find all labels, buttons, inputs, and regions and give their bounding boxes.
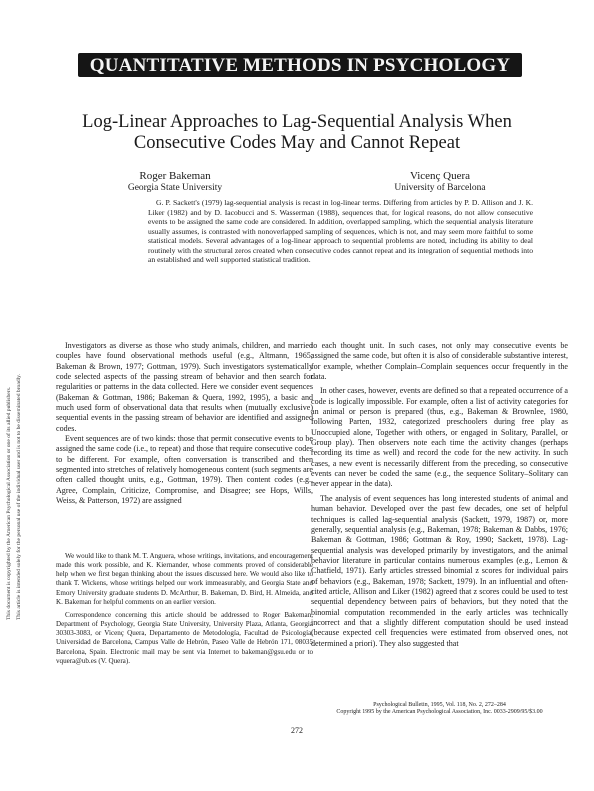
author-affiliation: University of Barcelona [394, 183, 486, 193]
body-column-left [56, 341, 313, 507]
author-name: Vicenç Quera [409, 170, 471, 182]
usage-side-notice [16, 290, 38, 620]
author-name: Roger Bakeman [139, 170, 211, 182]
author-block-1 [120, 170, 230, 194]
masthead-text: QUANTITATIVE METHODS IN PSYCHOLOGY [89, 55, 511, 76]
journal-citation [311, 702, 568, 716]
body-column-right [311, 341, 568, 649]
page-number: 272 [291, 726, 303, 735]
body-paragraph: to each thought unit. In such cases, not only may consecutive events be assigned the same code, but often it is also of considerable substantive interest, for example, whether Complain–Complain sequences occur frequently in the data. [311, 341, 568, 382]
body-paragraph: The analysis of event sequences has long interested students of animal and human behavior. Developed over the past few decades, one set of helpful techniques is called lag-sequential analysis (Sackett, 1979, 1987) or, more generally, sequential analysis (e.g., Bakeman, 1978; Bakeman & Dabbs, 1976; Bakeman & Gottman, 1986; Gottman & Roy, 1990; Sackett, 1978). Lag-sequential analysis was developed primarily by investigators, and the animal behavior literature in particular contains numerous examples (e.g., Lemon & Chatfield, 1971). Early articles stressed binomial z scores for individual pairs of behaviors (e.g., Bakeman, 1978; Sackett, 1979). In an influential and often-cited article, Allison and Liker (1982) agreed that z scores could be used to test sequential dependency between pairs of behaviors, but they noted that the binomial computation recommended in the early articles was technically incorrect and that a slightly different computation should be used instead (because expected cell frequencies were estimated from observed ones, not determined a priori). They also suggested that [311, 493, 568, 648]
footnotes [56, 552, 313, 666]
article-title: Log-Linear Approaches to Lag-Sequential Analysis When Consecutive Codes May and Cannot Repeat [82, 112, 512, 153]
author-block-2 [370, 170, 510, 194]
body-paragraph: Investigators as diverse as those who study animals, children, and married couples have found observational methods useful (e.g., Altmann, 1965; Bakeman & Brown, 1977; Gottman, 1979). Such investigators systematically code selected aspects of the passing stream of behavior and then search for regularities or patterns in the data collected. Here we consider event sequences (Bakeman & Gottman, 1986; Bakeman & Quera, 1992, 1995), a basic and much used form of observational data that results when (mutually exclusive) sequential events in the passing stream of behavior are identified and assigned codes. [56, 341, 313, 433]
acknowledgment-footnote: We would like to thank M. T. Anguera, whose writings, invitations, and encouragement made this work possible, and K. Kiernander, whose comments proved of considerable help when we first began thinking about the issues discussed here. We would also like to thank T. Wickens, whose writings helped our work immeasurably, and Georgia State and Emory University graduate students D. McArthur, B. Bakeman, D. Bird, H. Almeida, and K. Bakeman for helpful comments on an earlier version. [56, 552, 313, 606]
copyright-line: Copyright 1995 by the American Psychological Association, Inc. 0033-2909/95/$3.00 [336, 709, 543, 715]
side-notice-text: This document is copyrighted by the American Psychological Association or one of its allied publishers. [6, 386, 12, 620]
abstract-text: G. P. Sackett's (1979) lag-sequential analysis is recast in log-linear terms. Differing from articles by P. D. Allison and J. K. Liker (1982) and by D. Iacobucci and S. Wasserman (1988), sequences that, for logical reasons, do not allow consecutive events to be assigned the same code are considered. In addition, overlapped sampling, which the sequential analysis literature usually assumes, is contrasted with nonoverlapped sampling of sequences, which is not, and may seem more faithful to some statistical models. Several advantages of a log-linear approach to sequential problems are noted, including its ability to deal routinely with the structural zeros created when consecutive codes cannot repeat and its integration of sequential methods into an established and well supported statistical tradition. [148, 198, 533, 264]
body-paragraph: Event sequences are of two kinds: those that permit consecutive events to be assigned the same code (i.e., to repeat) and those that require consecutive codes to be different. For example, often conversation is transcribed and then segmented into stretches of relatively homogeneous content (such segments are often called thought units, e.g., Gottman, 1979). Then content codes (e.g., Agree, Complain, Criticize, Compromise, and Disagree; see Hops, Wills, Weiss, & Patterson, 1972) are assigned [56, 434, 313, 506]
body-paragraph: In other cases, however, events are defined so that a repeated occurrence of a code is logically impossible. For example, often a list of activity categories for an animal or person is prepared (thus, e.g., Bakeman & Brownlee, 1980, following Parten, 1932, categorized preschoolers during free play as Unoccupied alone, Together with others, or engaged in Solitary, Parallel, or Group play). Then observers note each time the activity changes (perhaps recording its time as well) and record the code for the new activity. In such cases, a new event is necessarily different from the preceding, so consecutive events can never be coded the same (e.g., the sequence Solitary–Solitary can never appear in the data). [311, 386, 568, 489]
abstract [148, 198, 533, 265]
correspondence-footnote: Correspondence concerning this article should be addressed to Roger Bakeman, Department of Psychology, Georgia State University, University Plaza, Atlanta, Georgia 30303-3083, or Vicenç Quera, Departamento de Metodología, Facultad de Psicología, Universidad de Barcelona, Campus Valle de Hebrón, Paseo Valle de Hebrón 171, 08035 Barcelona, Spain. Electronic mail may be sent via Internet to bakeman@gsu.edu or to vquera@ub.es (V. Quera). [56, 610, 313, 665]
author-affiliation: Georgia State University [127, 183, 223, 193]
side-notice-text: This article is intended solely for the personal use of the individual user and is not to be disseminated broadly. [16, 373, 22, 620]
journal-masthead [78, 53, 522, 77]
citation-line: Psychological Bulletin, 1995, Vol. 118, No. 2, 272–284 [373, 702, 506, 708]
